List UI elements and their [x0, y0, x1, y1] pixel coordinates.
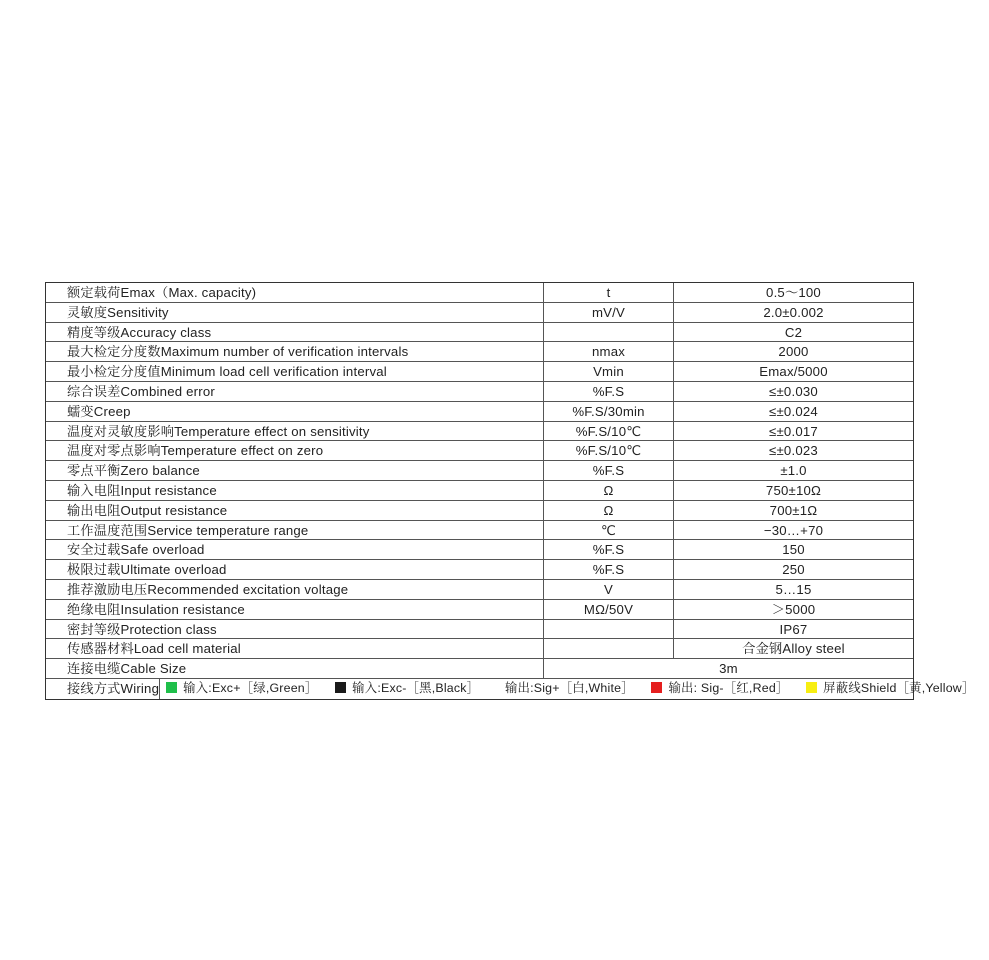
table-row — [46, 580, 913, 600]
param-unit — [544, 620, 674, 639]
yellow-swatch-icon — [806, 682, 817, 693]
param-unit: %F.S — [544, 461, 674, 480]
param-value: 0.5～100 — [766, 285, 821, 300]
param-unit: Ω — [544, 501, 674, 520]
param-name: 安全过载Safe overload — [46, 540, 544, 559]
cable-size-label: 连接电缆Cable Size — [46, 659, 544, 678]
param-unit: %F.S — [544, 560, 674, 579]
param-name: 最大检定分度数Maximum number of verification intervals — [46, 342, 544, 361]
param-unit: t — [544, 283, 674, 302]
table-row — [46, 639, 913, 659]
param-value: ±1.0 — [780, 463, 807, 479]
table-row — [46, 342, 913, 362]
wiring-label: 接线方式Wiring — [46, 679, 160, 699]
spec-table — [45, 282, 975, 700]
param-name: 极限过载Ultimate overload — [46, 560, 544, 579]
table-row — [46, 303, 913, 323]
param-name: 推荐激励电压Recommended excitation voltage — [46, 580, 544, 599]
wire-label: 输入:Exc+［绿,Green］ — [183, 680, 318, 695]
table-row — [46, 521, 913, 541]
cable-size-row — [46, 659, 913, 679]
table-row — [46, 362, 913, 382]
table-row — [46, 402, 913, 422]
param-name: 密封等级Protection class — [46, 620, 544, 639]
param-unit: Vmin — [544, 362, 674, 381]
wire-sig-minus — [651, 679, 788, 698]
param-value: 250 — [782, 562, 805, 578]
wire-label: 输出: Sig-［红,Red］ — [668, 680, 789, 695]
wiring-legend — [160, 679, 988, 699]
param-value: 2000 — [778, 344, 809, 360]
red-swatch-icon — [651, 682, 662, 693]
param-unit: %F.S/10℃ — [544, 441, 674, 460]
wire-label: 屏蔽线Shield［黄,Yellow］ — [823, 680, 975, 695]
param-value: Emax/5000 — [759, 364, 828, 380]
table-row — [46, 461, 913, 481]
param-value: ≤±0.017 — [769, 423, 818, 439]
param-name: 额定载荷Emax（Max. capacity) — [46, 283, 544, 302]
green-swatch-icon — [166, 682, 177, 693]
param-name: 温度对零点影响Temperature effect on zero — [46, 441, 544, 460]
table-row — [46, 283, 913, 303]
table-row — [46, 600, 913, 620]
table-row — [46, 323, 913, 343]
param-unit: mV/V — [544, 303, 674, 322]
param-name: 输出电阻Output resistance — [46, 501, 544, 520]
black-swatch-icon — [335, 682, 346, 693]
table-row — [46, 501, 913, 521]
param-unit: %F.S/10℃ — [544, 422, 674, 441]
param-unit: %F.S — [544, 382, 674, 401]
param-unit: %F.S/30min — [544, 402, 674, 421]
param-name: 绝缘电阻Insulation resistance — [46, 600, 544, 619]
wire-shield — [806, 679, 974, 698]
table-row — [46, 441, 913, 461]
param-name: 输入电阻Input resistance — [46, 481, 544, 500]
param-name: 零点平衡Zero balance — [46, 461, 544, 480]
param-value: 2.0±0.002 — [763, 304, 824, 320]
param-name: 精度等级Accuracy class — [46, 323, 544, 342]
param-value: 150 — [782, 542, 805, 558]
param-name: 温度对灵敏度影响Temperature effect on sensitivity — [46, 422, 544, 441]
param-unit: MΩ/50V — [544, 600, 674, 619]
param-name: 蠕变Creep — [46, 402, 544, 421]
table-row — [46, 540, 913, 560]
param-unit — [544, 323, 674, 342]
param-value: 700±1Ω — [769, 502, 818, 518]
param-unit: Ω — [544, 481, 674, 500]
param-name: 综合误差Combined error — [46, 382, 544, 401]
param-value: ＞5000 — [771, 601, 816, 617]
table-row — [46, 560, 913, 580]
wire-label: 输入:Exc-［黑,Black］ — [352, 680, 480, 695]
table-row — [46, 422, 913, 442]
wire-label: 输出:Sig+［白,White］ — [504, 680, 634, 695]
wire-sig-plus — [505, 679, 634, 698]
wiring-row — [46, 679, 975, 699]
param-name: 传感器材料Load cell material — [46, 639, 544, 658]
table-row — [46, 620, 913, 640]
param-value: IP67 — [779, 621, 808, 637]
param-value: −30…+70 — [763, 522, 824, 538]
param-value: ≤±0.023 — [769, 443, 818, 459]
cable-size-value: 3m — [719, 661, 738, 677]
table-row — [46, 382, 913, 402]
wire-exc-plus — [166, 679, 317, 698]
param-value: C2 — [784, 324, 803, 340]
param-value: ≤±0.030 — [769, 383, 818, 399]
param-value: 750±10Ω — [765, 482, 822, 498]
param-unit: ℃ — [544, 521, 674, 540]
param-value: ≤±0.024 — [769, 403, 818, 419]
param-value: 合金钢Alloy steel — [742, 641, 845, 657]
param-name: 工作温度范围Service temperature range — [46, 521, 544, 540]
param-unit — [544, 639, 674, 658]
param-name: 最小检定分度值Minimum load cell verification interval — [46, 362, 544, 381]
param-unit: %F.S — [544, 540, 674, 559]
param-name: 灵敏度Sensitivity — [46, 303, 544, 322]
table-row — [46, 481, 913, 501]
wire-exc-minus — [335, 679, 479, 698]
param-unit: nmax — [544, 342, 674, 361]
param-value: 5…15 — [775, 581, 812, 597]
param-unit: V — [544, 580, 674, 599]
